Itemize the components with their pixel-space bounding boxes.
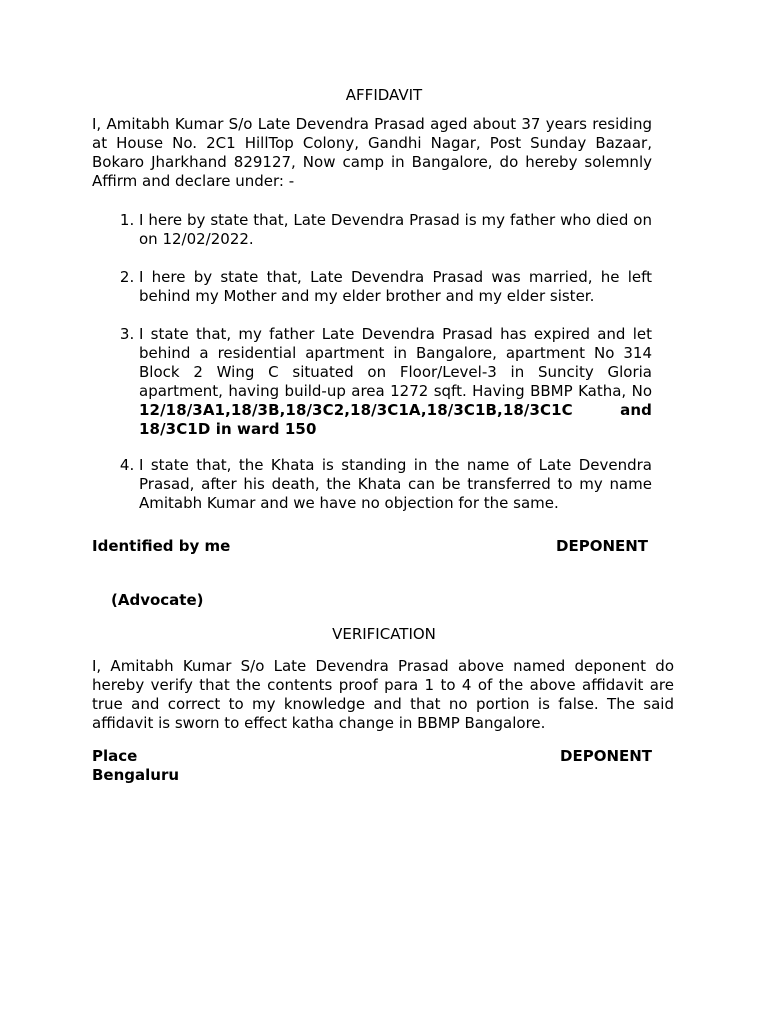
place-value: Bengaluru (92, 766, 180, 784)
list-item-text: I state that, my father Late Devendra Prasad has expired and let behind a residential apartment in Bangalore, apartment No 314 Block 2 Wing C situated on Floor/Level-3 in Suncity Gloria apartment, having build-up area 1272 sqft. Having BBMP Katha, No (139, 325, 652, 400)
verification-title: VERIFICATION (332, 625, 436, 643)
intro-paragraph: I, Amitabh Kumar S/o Late Devendra Prasad aged about 37 years residing at House No. 2C1 HillTop Colony, Gandhi Nagar, Post Sunday Bazaar, Bokaro Jharkhand 829127, Now camp in Bangalore, do hereby solemnly Affirm and declare under: - (92, 115, 652, 190)
list-item-text: I here by state that, Late Devendra Prasad was married, he left behind my Mother and my elder brother and my elder sister. (139, 268, 652, 305)
declaration-list (92, 211, 652, 532)
advocate-label: (Advocate) (111, 591, 204, 609)
list-item (139, 268, 652, 306)
place-block (92, 747, 179, 785)
deponent-label: DEPONENT (556, 537, 649, 555)
list-item (139, 325, 652, 439)
document-title: AFFIDAVIT (345, 86, 423, 104)
verification-paragraph: I, Amitabh Kumar S/o Late Devendra Prasad above named deponent do hereby verify that the contents proof para 1 to 4 of the above affidavit are true and correct to my knowledge and that no portion is false. The said affidavit is sworn to effect katha change in BBMP Bangalore. (92, 657, 674, 732)
identified-by-label: Identified by me (92, 537, 231, 555)
list-item-text: I state that, the Khata is standing in the name of Late Devendra Prasad, after his death, the Khata can be transferred to my name Amitabh Kumar and we have no objection for the same. (139, 456, 652, 512)
deponent-label-2: DEPONENT (560, 747, 653, 765)
place-label: Place (92, 747, 138, 765)
katha-numbers: 12/18/3A1,18/3B,18/3C2,18/3C1A,18/3C1B,18/3C1C and 18/3C1D in ward 150 (139, 401, 652, 438)
list-item (139, 456, 652, 513)
list-item (139, 211, 652, 249)
list-item-text: I here by state that, Late Devendra Prasad is my father who died on on 12/02/2022. (139, 211, 652, 248)
